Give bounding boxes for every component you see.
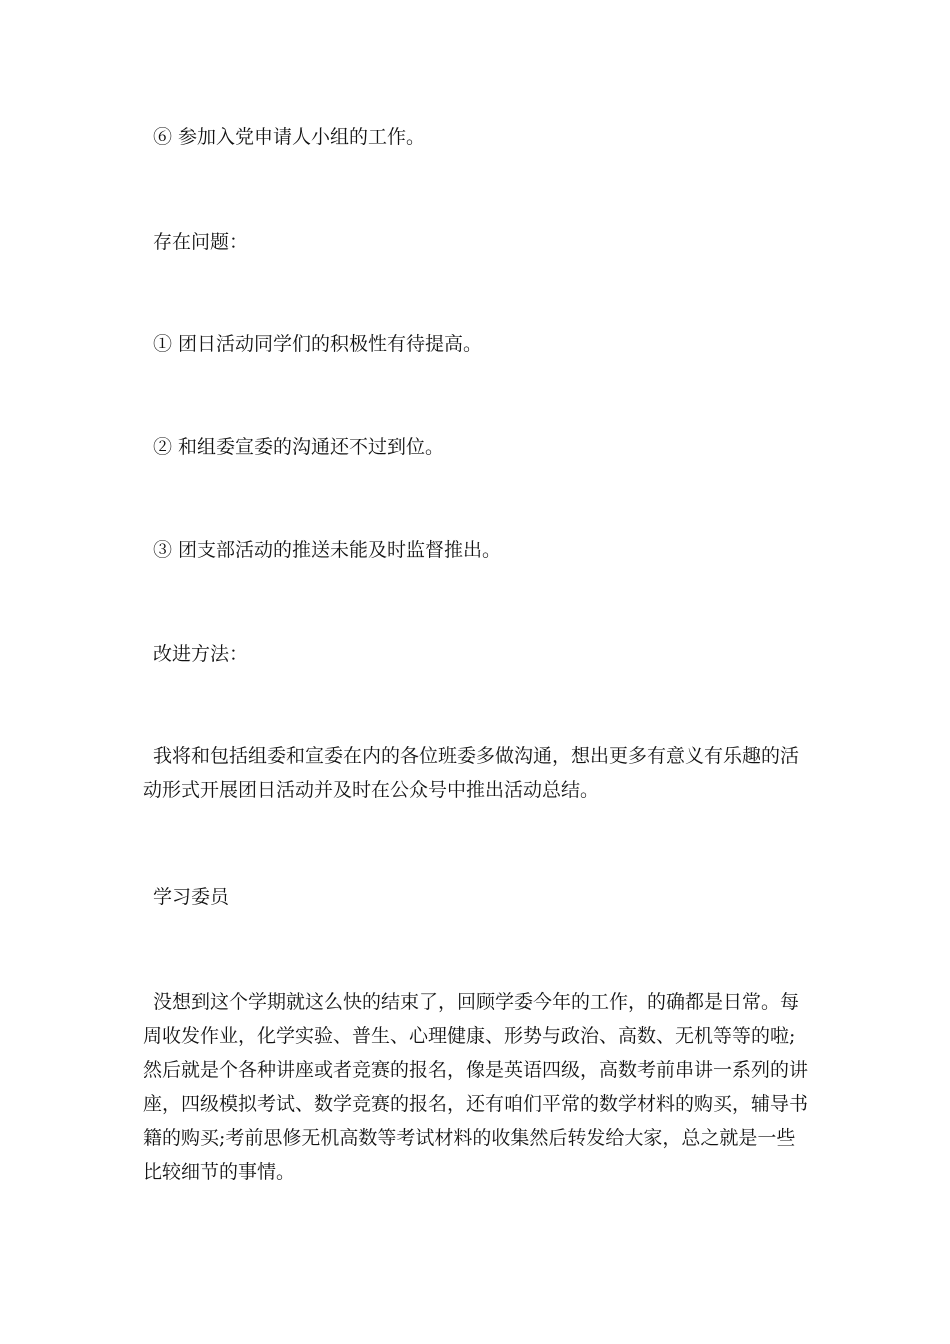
section-heading-improvement-methods: 改进方法：	[153, 643, 249, 665]
section-heading-study-committee: 学习委员	[153, 886, 230, 908]
list-item-6-join-party-group: ⑥ 参加入党申请人小组的工作。	[153, 126, 426, 148]
section-heading-existing-problems: 存在问题：	[153, 231, 249, 253]
problem-item-3: ③ 团支部活动的推送未能及时监督推出。	[153, 539, 502, 561]
study-committee-paragraph: 没想到这个学期就这么快的结束了，回顾学委今年的工作，的确都是日常。每周收发作业，化学实验、普生、心理健康、形势与政治、高数、无机等等的啦;然后就是个各种讲座或者竞赛的报名，像是英语四级，高数考前串讲一系列的讲座，四级模拟考试、数学竞赛的报名，还有咱们平常的数学材料的购买，辅导书籍的购买;考前思修无机高数等考试材料的收集然后转发给大家，总之就是一些比较细节的事情。	[143, 991, 809, 1183]
problem-item-1: ① 团日活动同学们的积极性有待提高。	[153, 333, 483, 355]
improvement-paragraph: 我将和包括组委和宣委在内的各位班委多做沟通，想出更多有意义有乐趣的活动形式开展团日活动并及时在公众号中推出活动总结。	[143, 745, 800, 801]
problem-item-2: ② 和组委宣委的沟通还不过到位。	[153, 436, 445, 458]
